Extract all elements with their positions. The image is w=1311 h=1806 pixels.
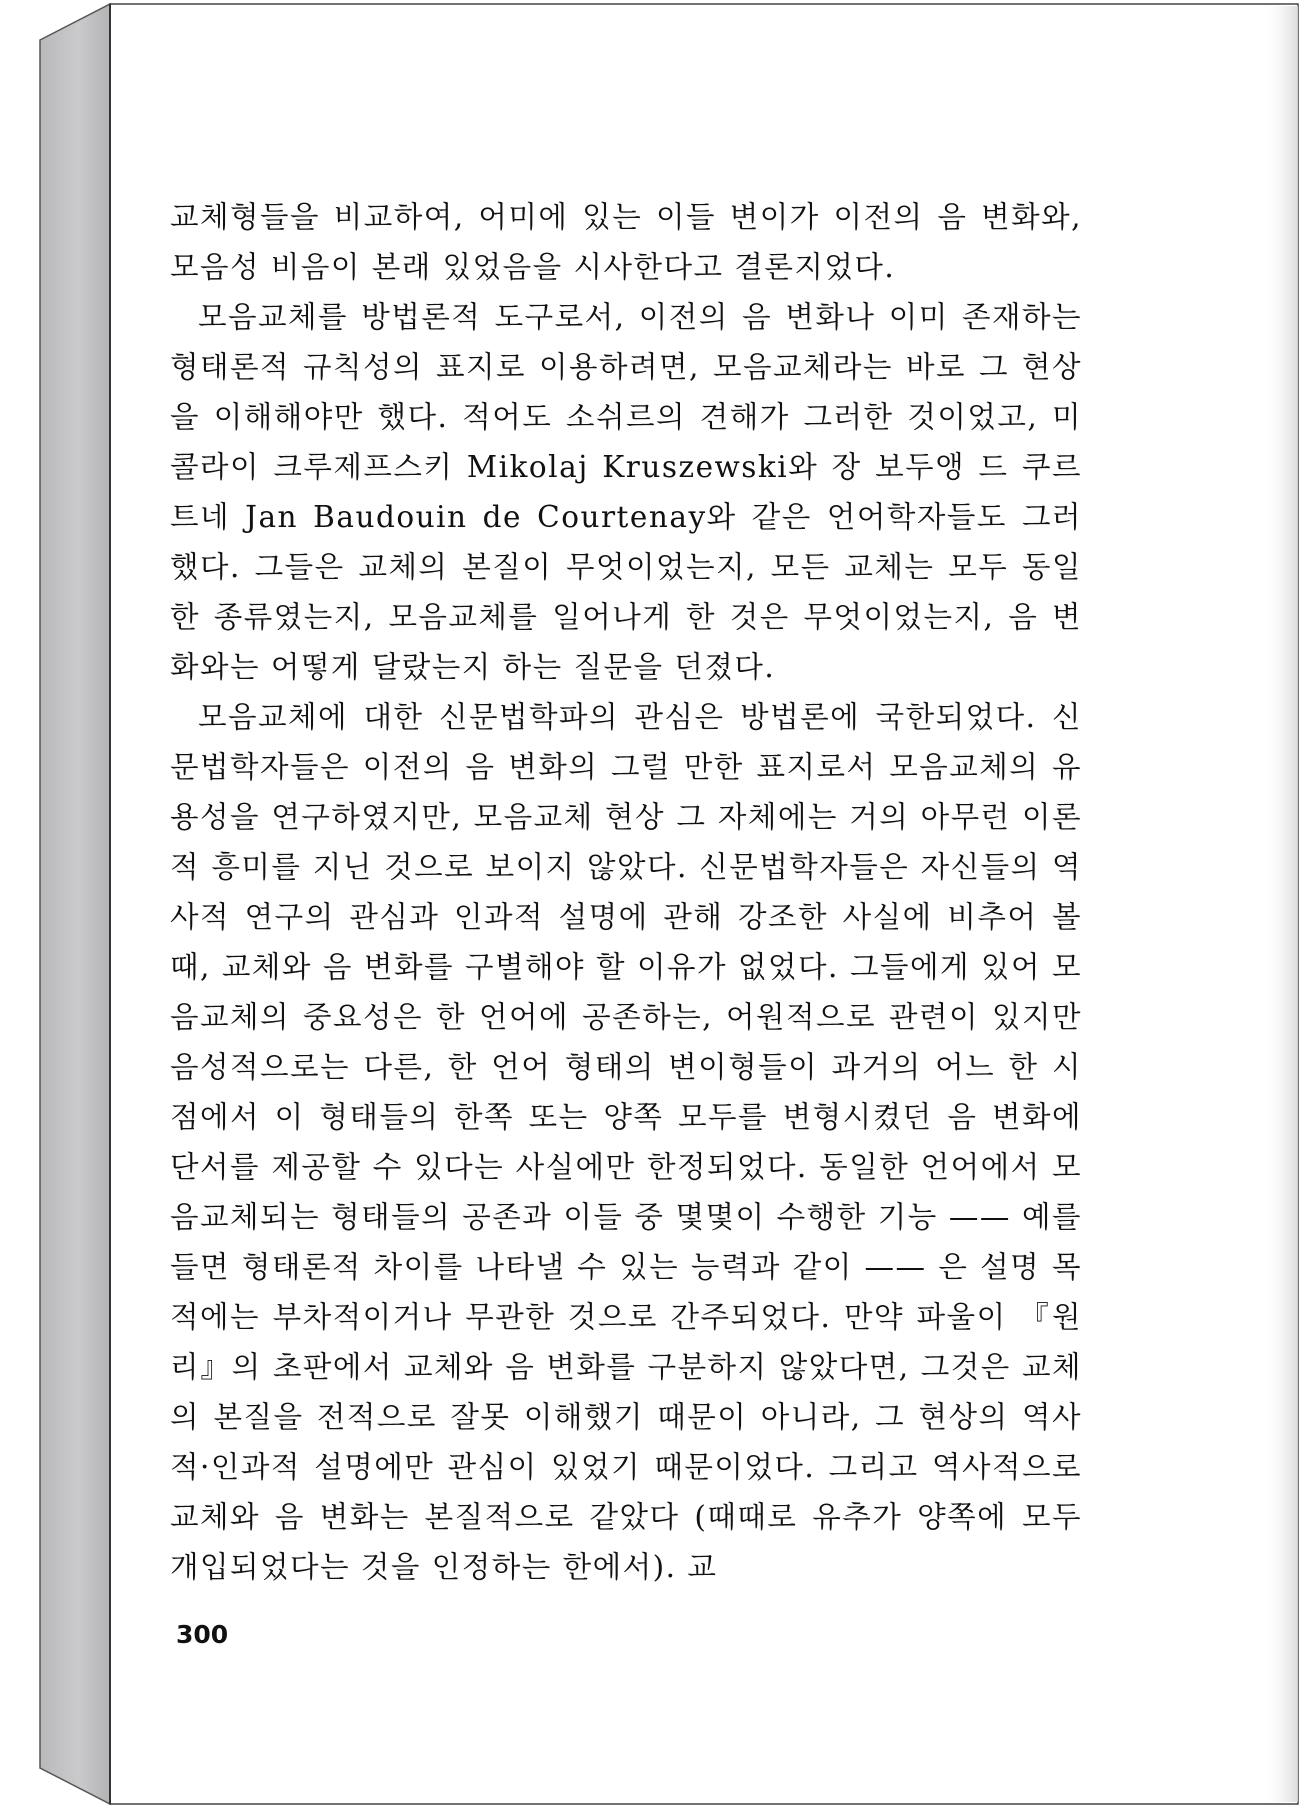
paragraph-3: 모음교체에 대한 신문법학파의 관심은 방법론에 국한되었다. 신문법학자들은 이전의 음 변화의 그럴 만한 표지로서 모음교체의 유용성을 연구하였지만, 모음교체 현상 그 자체에는 거의 아무런 이론적 흥미를 지닌 것으로 보이지 않았다. 신문법학자들은 자신들의 역사적 연구의 관심과 인과적 설명에 관해 강조한 사실에 비추어 볼 때, 교체와 음 변화를 구별해야 할 이유가 없었다. 그들에게 있어 모음교체의 중요성은 한 언어에 공존하는, 어원적으로 관련이 있지만 음성적으로는 다른, 한 언어 형태의 변이형들이 과거의 어느 한 시점에서 이 형태들의 한쪽 또는 양쪽 모두를 변형시켰던 음 변화에 단서를 제공할 수 있다는 사실에만 한정되었다. 동일한 언어에서 모음교체되는 형태들의 공존과 이들 중 몇몇이 수행한 기능 —— 예를 들면 형태론적 차이를 나타낼 수 있는 능력과 같이 —— 은 설명 목적에는 부차적이거나 무관한 것으로 간주되었다. 만약 파울이 『원리』의 초판에서 교체와 음 변화를 구분하지 않았다면, 그것은 교체의 본질을 전적으로 잘못 이해했기 때문이 아니라, 그 현상의 역사적·인과적 설명에만 관심이 있었기 때문이었다. 그리고 역사적으로 교체와 음 변화는 본질적으로 같았다 (때때로 유추가 양쪽에 모두 개입되었다는 것을 인정하는 한에서). 교 (170, 700, 1082, 1584)
paragraph-1: 교체형들을 비교하여, 어미에 있는 이들 변이가 이전의 음 변화와, 모음성 비음이 본래 있었음을 시사한다고 결론지었다. (170, 200, 1082, 284)
page-number: 300 (176, 1620, 229, 1649)
book-spine (40, 4, 110, 1804)
body-text (170, 192, 1082, 1592)
paragraph-2: 모음교체를 방법론적 도구로서, 이전의 음 변화나 이미 존재하는 형태론적 규칙성의 표지로 이용하려면, 모음교체라는 바로 그 현상을 이해해야만 했다. 적어도 소쉬르의 견해가 그러한 것이었고, 미콜라이 크루제프스키 Mikolaj Kruszewski와 장 보두앵 드 쿠르트네 Jan Baudouin de Courtenay와 같은 언어학자들도 그러했다. 그들은 교체의 본질이 무엇이었는지, 모든 교체는 모두 동일한 종류였는지, 모음교체를 일어나게 한 것은 무엇이었는지, 음 변화와는 어떻게 달랐는지 하는 질문을 던졌다. (170, 300, 1082, 684)
